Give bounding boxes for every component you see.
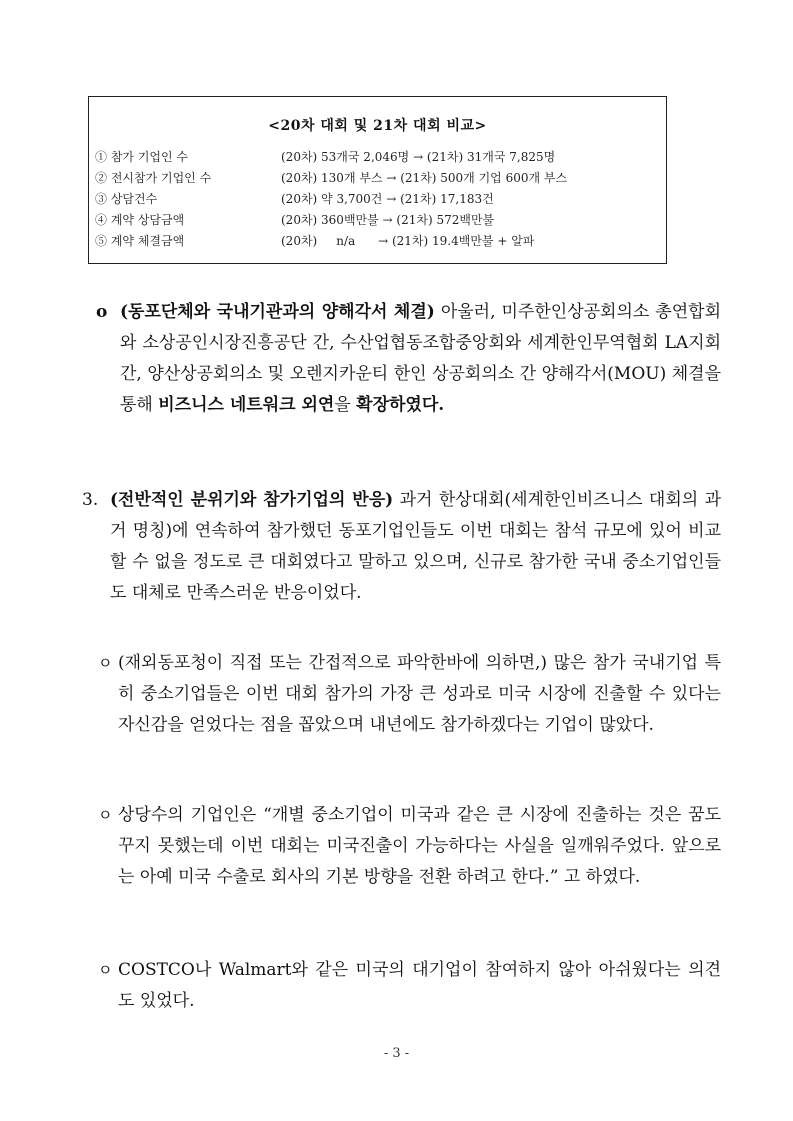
row-label: ④ 계약 상담금액 <box>95 213 185 227</box>
bullet-marker: ㅇ <box>98 806 113 824</box>
mou-text <box>120 297 721 421</box>
section-3-body: 과거 한상대회(세계한인비즈니스 대회의 과거 명칭)에 연속하여 참가했던 동포기업인들도 이번 대회는 참석 규모에 있어 비교할 수 없을 정도로 큰 대회였다고 말하고 있으며, 신규로 참가한 국내 중소기업인들도 대체로 만족스러운 반응이었다. <box>110 490 722 603</box>
section-number: 3. <box>82 490 99 510</box>
row-value: (20차) 360백만불 → (21차) 572백만불 <box>281 213 495 227</box>
mou-connector: 을 <box>334 395 357 415</box>
section-3-text <box>110 485 721 609</box>
row-value: (20차) n/a → (21차) 19.4백만불 + 알파 <box>281 234 535 248</box>
page-number: - 3 - <box>383 1046 410 1061</box>
row-label: ② 전시참가 기업인 수 <box>95 171 212 185</box>
row-label: ⑤ 계약 체결금액 <box>95 234 185 248</box>
bullet-text: COSTCO나 Walmart와 같은 미국의 대기업이 참여하지 않아 아쉬웠다는 의견도 있었다. <box>118 960 721 1011</box>
row-value: (20차) 약 3,700건 → (21차) 17,183건 <box>281 192 494 206</box>
section-3-heading: (전반적인 분위기와 참가기업의 반응) <box>110 490 394 510</box>
row-label: ① 참가 기업인 수 <box>95 150 188 164</box>
mou-emphasis-network: 비즈니스 네트워크 외연 <box>158 395 335 415</box>
row-value: (20차) 130개 부스 → (21차) 500개 기업 600개 부스 <box>281 171 568 185</box>
mou-emphasis-expand: 확장하였다. <box>356 395 445 415</box>
comparison-box <box>88 96 667 264</box>
bullet-text: 상당수의 기업인은 “개별 중소기업이 미국과 같은 큰 시장에 진출하는 것은 꿈도 꾸지 못했는데 이번 대회는 미국진출이 가능하다는 사실을 일깨워주었다. 앞으로는 아예 미국 수출로 회사의 기본 방향을 전환 하려고 한다.” 고 하였다. <box>118 805 721 887</box>
bullet-text: (재외동포청이 직접 또는 간접적으로 파악한바에 의하면,) 많은 참가 국내기업 특히 중소기업들은 이번 대회 참가의 가장 큰 성과로 미국 시장에 진출할 수 있다는 자신감을 얻었다는 점을 꼽았으며 내년에도 참가하겠다는 기업이 많았다. <box>118 653 721 735</box>
mou-body: 아울러, 미주한인상공회의소 총연합회와 소상공인시장진흥공단 간, 수산업협동조합중앙회와 세계한인무역협회 LA지회 간, 양산상공회의소 및 오렌지카운티 한인 상공회의소 간 양해각서(MOU) 체결을 통해 <box>120 302 721 415</box>
bullet-marker: o <box>96 302 108 322</box>
bullet-marker: ㅇ <box>98 961 113 979</box>
comparison-title: <20차 대회 및 21차 대회 비교> <box>268 118 487 134</box>
mou-heading: (동포단체와 국내기관과의 양해각서 체결) <box>120 302 435 322</box>
row-label: ③ 상담건수 <box>95 192 158 206</box>
row-value: (20차) 53개국 2,046명 → (21차) 31개국 7,825명 <box>281 150 556 164</box>
bullet-marker: ㅇ <box>98 654 113 672</box>
